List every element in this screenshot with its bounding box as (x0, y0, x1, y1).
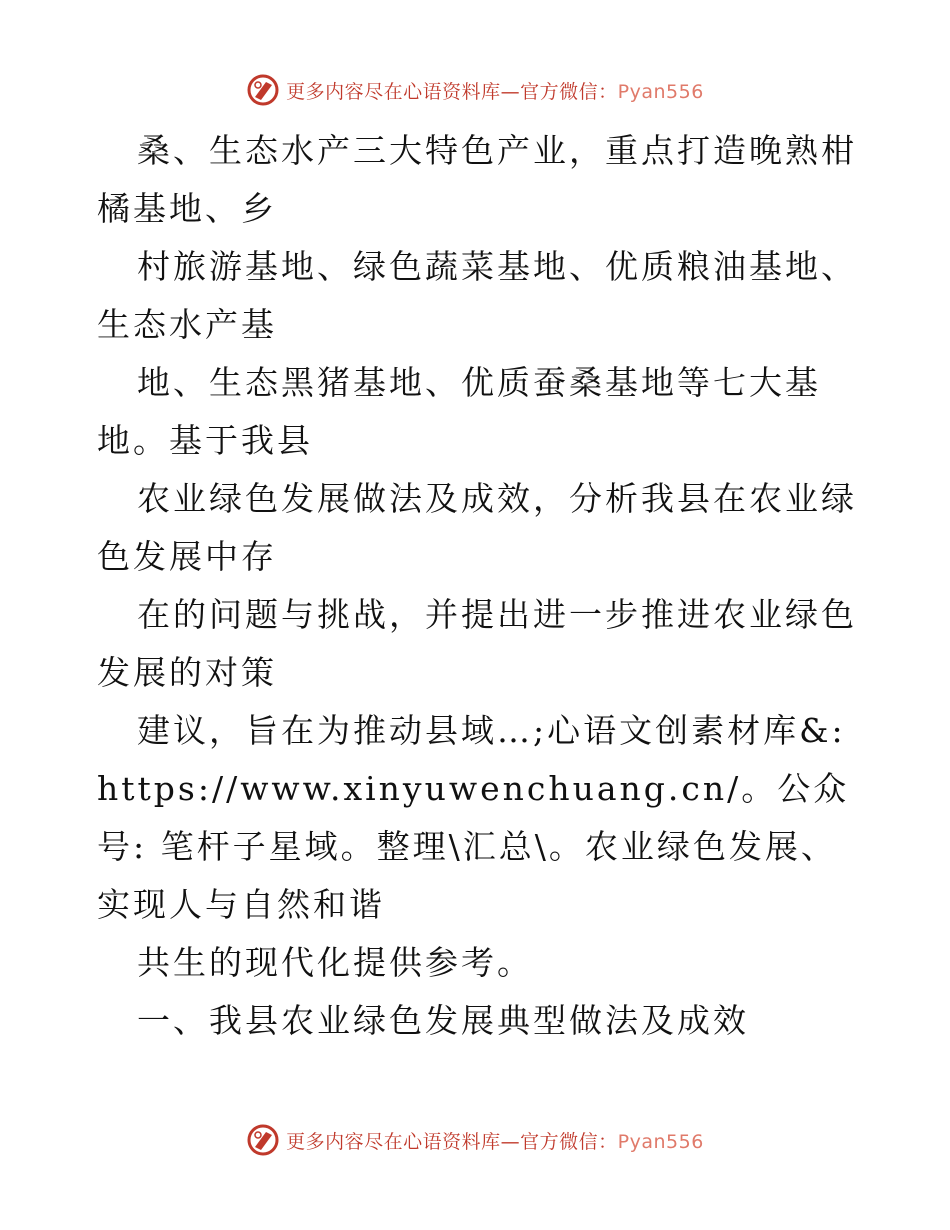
body-line-4: 农业绿色发展做法及成效，分析我县在农业绿色发展中存 (97, 479, 857, 576)
footer-banner-text: 更多内容尽在心语资料库—官方微信：Pyan556 (286, 1130, 704, 1153)
footer-wechat-id: Pyan556 (617, 1130, 704, 1153)
header-banner-text: 更多内容尽在心语资料库—官方微信：Pyan556 (286, 80, 704, 103)
header-wechat-id: Pyan556 (617, 80, 704, 103)
section-heading: 一、我县农业绿色发展典型做法及成效 (137, 1001, 749, 1040)
body-line-2: 村旅游基地、绿色蔬菜基地、优质粮油基地、生态水产基 (97, 247, 857, 344)
body-line-5: 在的问题与挑战，并提出进一步推进农业绿色发展的对策 (97, 595, 857, 692)
document-body (97, 122, 857, 1050)
footer-watermark-banner (0, 1120, 950, 1160)
body-line-7: 共生的现代化提供参考。 (137, 943, 533, 982)
brand-logo-icon (246, 1123, 280, 1157)
body-line-6: 建议，旨在为推动县域…;心语文创素材库&: https://www.xinyuwenchuang.cn/。公众号: 笔杆子星域。整理\汇总\。农业绿色发展、实现人与自然和谐 (97, 711, 850, 924)
body-line-1: 桑、生态水产三大特色产业，重点打造晚熟柑橘基地、乡 (97, 131, 857, 228)
brand-logo-icon (246, 73, 280, 107)
body-line-3: 地、生态黑猪基地、优质蚕桑基地等七大基地。基于我县 (97, 363, 821, 460)
header-watermark-banner (0, 70, 950, 110)
